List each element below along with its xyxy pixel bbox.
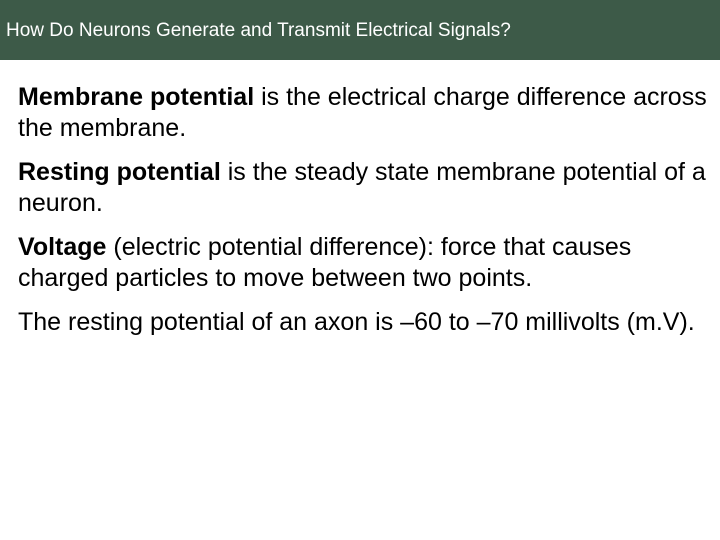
statement-axon-resting-value: The resting potential of an axon is –60 to –70 millivolts (m.V). — [18, 308, 695, 336]
paragraph-resting-potential — [18, 157, 708, 219]
term-voltage: Voltage — [18, 233, 107, 261]
definition-voltage: (electric potential difference): force that causes charged particles to move between two points. — [18, 233, 632, 292]
slide-title: How Do Neurons Generate and Transmit Electrical Signals? — [6, 20, 511, 41]
paragraph-membrane-potential — [18, 82, 708, 144]
paragraph-voltage — [18, 232, 708, 294]
term-resting-potential: Resting potential — [18, 158, 221, 186]
definition-membrane-potential: is the electrical charge difference across the membrane. — [18, 83, 707, 142]
slide-title-bar — [0, 0, 720, 60]
paragraph-axon-resting-value — [18, 307, 708, 338]
slide-body — [18, 82, 708, 351]
term-membrane-potential: Membrane potential — [18, 83, 255, 111]
definition-resting-potential: is the steady state membrane potential of a neuron. — [18, 158, 706, 217]
